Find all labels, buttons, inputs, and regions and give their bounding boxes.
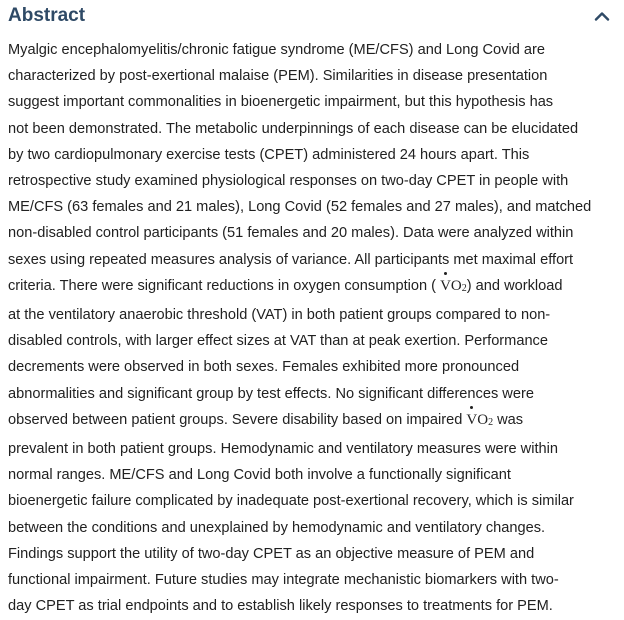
abstract-line xyxy=(8,247,616,273)
abstract-line xyxy=(8,462,616,488)
text-segment: retrospective study examined physiological responses on two-day CPET in people with xyxy=(8,173,569,190)
abstract-line xyxy=(8,194,616,220)
text-segment: non-disabled control participants (51 females and 20 males). Data were analyzed within xyxy=(8,225,574,242)
text-segment: decrements were observed in both sexes. Females exhibited more pronounced xyxy=(8,359,520,376)
text-segment: at the ventilatory anaerobic threshold (VAT) in both patient groups compared to non- xyxy=(8,307,551,324)
abstract-line xyxy=(8,488,616,514)
text-segment: observed between patient groups. Severe disability based on impaired xyxy=(8,411,467,428)
abstract-line xyxy=(8,168,616,194)
abstract-line xyxy=(8,302,616,328)
abstract-line xyxy=(8,593,616,619)
abstract-line xyxy=(8,37,616,63)
text-segment: disabled controls, with larger effect sizes at VAT than at peak exertion. Performance xyxy=(8,333,548,350)
text-segment: ME/CFS (63 females and 21 males), Long Covid (52 females and 27 males), and matched xyxy=(8,199,592,216)
abstract-line xyxy=(8,116,616,142)
text-segment: Findings support the utility of two-day CPET as an objective measure of PEM and xyxy=(8,545,535,562)
text-segment: Myalgic encephalomyelitis/chronic fatigue syndrome (ME/CFS) and Long Covid are xyxy=(8,42,545,58)
text-segment: normal ranges. ME/CFS and Long Covid both involve a functionally significant xyxy=(8,467,511,484)
abstract-line xyxy=(8,328,616,354)
abstract-line xyxy=(8,273,616,302)
abstract-line xyxy=(8,220,616,246)
text-segment: sexes using repeated measures analysis of variance. All participants met maximal effort xyxy=(8,251,574,268)
vo2-symbol: $VO_2$ xyxy=(440,278,467,294)
vo2-symbol: $VO_2$ xyxy=(466,412,493,428)
abstract-line xyxy=(8,567,616,593)
text-segment: abnormalities and significant group by test effects. No significant differences were xyxy=(8,385,534,402)
text-segment: prevalent in both patient groups. Hemodynamic and ventilatory measures were within xyxy=(8,441,558,458)
chevron-up-icon xyxy=(594,11,610,21)
abstract-line xyxy=(8,436,616,462)
abstract-header[interactable] xyxy=(8,4,616,30)
text-segment: criteria. There were significant reductions in oxygen consumption ( xyxy=(8,277,441,294)
text-segment: between the conditions and unexplained by hemodynamic and ventilatory changes. xyxy=(8,519,546,536)
collapse-toggle-button[interactable] xyxy=(592,6,612,26)
text-segment: functional impairment. Future studies may integrate mechanistic biomarkers with two- xyxy=(8,572,559,589)
abstract-body xyxy=(8,37,616,619)
text-segment: ) and workload xyxy=(466,277,563,294)
abstract-line xyxy=(8,541,616,567)
abstract-line xyxy=(8,142,616,168)
abstract-line xyxy=(8,515,616,541)
text-segment: bioenergetic failure complicated by inadequate post-exertional recovery, which is similar xyxy=(8,493,574,510)
abstract-line xyxy=(8,407,616,436)
abstract-line xyxy=(8,63,616,89)
abstract-line xyxy=(8,89,616,115)
abstract-line xyxy=(8,381,616,407)
abstract-title: Abstract xyxy=(8,5,86,26)
text-segment: characterized by post-exertional malaise (PEM). Similarities in disease presentation xyxy=(8,68,548,85)
text-segment: was xyxy=(493,411,524,428)
text-segment: day CPET as trial endpoints and to establish likely responses to treatments for PEM. xyxy=(8,598,553,615)
abstract-line xyxy=(8,354,616,380)
text-segment: by two cardiopulmonary exercise tests (CPET) administered 24 hours apart. This xyxy=(8,146,530,163)
text-segment: suggest important commonalities in bioenergetic impairment, but this hypothesis has xyxy=(8,94,554,111)
text-segment: not been demonstrated. The metabolic underpinnings of each disease can be elucidated xyxy=(8,120,579,137)
